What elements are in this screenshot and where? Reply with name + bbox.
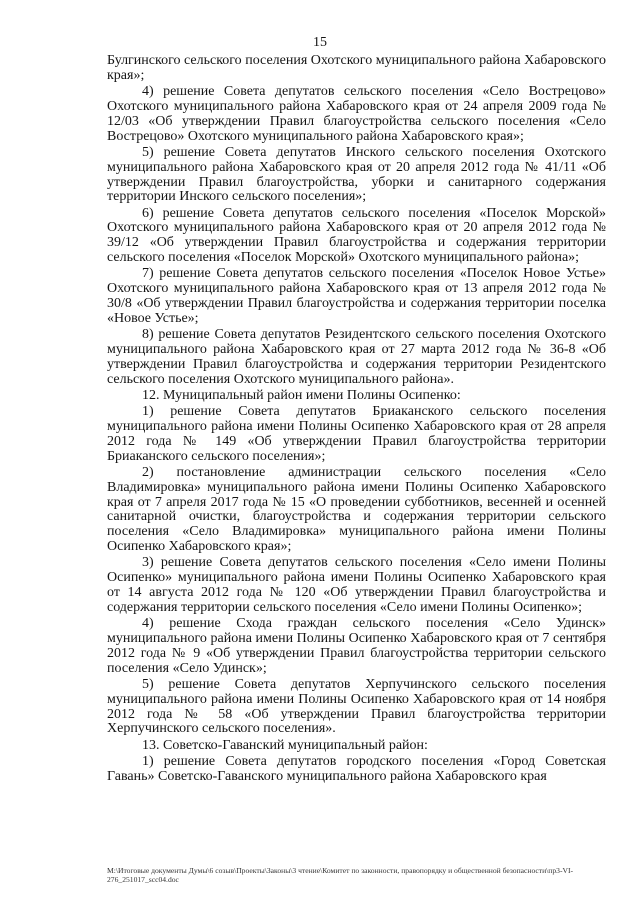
- paragraph: 8) решение Совета депутатов Резидентского сельского поселения Охотского муниципального района Хабаровского края от 27 марта 2012 года № 36-8 «Об утверждении Правил благоустройства и содержания территории Резидентского сельского поселения Охотского муниципального района».: [107, 327, 606, 387]
- section-heading: 13. Советско-Гаванский муниципальный район:: [142, 737, 428, 753]
- paragraph: 7) решение Совета депутатов сельского поселения «Поселок Новое Устье» Охотского муниципального района Хабаровского края от 13 апреля 2012 года № 30/8 «Об утверждении Правил благоустройства и содержания территории поселка «Новое Устье»;: [107, 266, 606, 326]
- paragraph: 5) решение Совета депутатов Инского сельского поселения Охотского муниципального района Хабаровского края от 20 апреля 2012 года № 41/11 «Об утверждении Правил благоустройства, уборки и санитарного содержания территории Инского сельского поселения»;: [107, 144, 606, 205]
- footer-file-path: M:\Итоговые документы Думы\6 созыв\Проекты\Законы\3 чтение\Комитет по законности, правопорядку и общественной безопасности\пр3-VI-276_251017_scc04.doc: [107, 866, 574, 884]
- paragraph: 1) решение Совета депутатов Бриаканского сельского поселения муниципального района имени Полины Осипенко Хабаровского края от 28 апреля 2012 года № 149 «Об утверждении Правил благоустройства территории Бриаканского сельского поселения»;: [107, 404, 606, 464]
- paragraph: 3) решение Совета депутатов сельского поселения «Село имени Полины Осипенко» муниципального района имени Полины Осипенко Хабаровского края от 14 августа 2012 года № 120 «Об утверждении Правил благоустройства и содержания территории сельского поселения «Село имени Полины Осипенко»;: [107, 555, 606, 615]
- paragraph: 4) решение Схода граждан сельского поселения «Село Удинск» муниципального района имени Полины Осипенко Хабаровского края от 7 сентября 2012 года № 9 «Об утверждении Правил благоустройства территории сельского поселения «Село Удинск»;: [107, 616, 606, 676]
- paragraph: 6) решение Совета депутатов сельского поселения «Поселок Морской» Охотского муниципального района Хабаровского края от 20 апреля 2012 года № 39/12 «Об утверждении Правил благоустройства и содержания территории сельского поселения «Поселок Морской» Охотского муниципального района»;: [107, 205, 606, 266]
- paragraph: 5) решение Совета депутатов Херпучинского сельского поселения муниципального района имени Полины Осипенко Хабаровского края от 14 ноября 2012 года № 58 «Об утверждении Правил благоустройства территории Херпучинского сельского поселения».: [107, 676, 606, 737]
- paragraph: 2) постановление администрации сельского поселения «Село Владимировка» муниципального района имени Полины Осипенко Хабаровского края от 7 апреля 2017 года № 15 «О проведении субботников, весенней и осенней санитарной очистки, благоустройства и содержания территории сельского поселения «Село Владимировка» муниципального района имени Полины Осипенко Хабаровского края»;: [107, 464, 606, 555]
- section-heading: 12. Муниципальный район имени Полины Осипенко:: [142, 387, 461, 403]
- paragraph: Булгинского сельского поселения Охотского муниципального района Хабаровского края»;: [107, 53, 606, 83]
- document-body: [107, 54, 606, 786]
- paragraph: 1) решение Совета депутатов городского поселения «Город Советская Гавань» Советско-Гаванского муниципального района Хабаровского края: [107, 753, 606, 784]
- paragraph: 4) решение Совета депутатов сельского поселения «Село Вострецово» Охотского муниципального района Хабаровского края от 24 апреля 2009 года № 12/03 «Об утверждении Правил благоустройства сельского поселения «Село Вострецово» Охотского муниципального района Хабаровского края»;: [107, 84, 606, 144]
- page-number: 15: [313, 35, 327, 50]
